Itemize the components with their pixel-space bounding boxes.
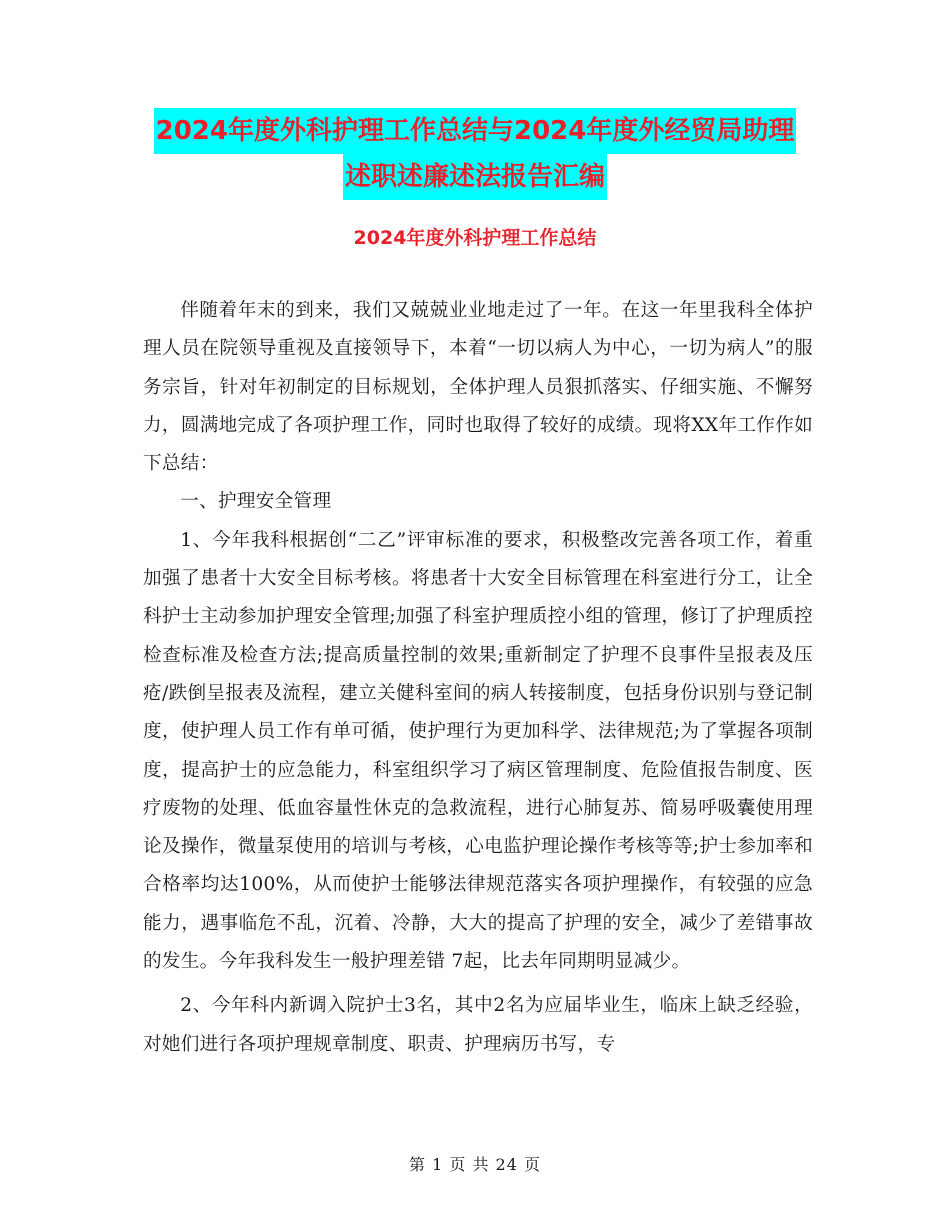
paragraph-intro: 伴随着年末的到来，我们又兢兢业业地走过了一年。在这一年里我科全体护理人员在院领导重视及直接领导下，本着“一切以病人为中心，一切为病人”的服务宗旨，针对年初制定的目标规划，全体护理人员狠抓落实、仔细实施、不懈努力，圆满地完成了各项护理工作，同时也取得了较好的成绩。现将XX年工作作如下总结： xyxy=(143,300,813,475)
document-body xyxy=(143,292,813,1064)
paragraph-item-1: 1、今年我科根据创“二乙”评审标准的要求，积极整改完善各项工作，着重加强了患者十大安全目标考核。将患者十大安全目标管理在科室进行分工，让全科护士主动参加护理安全管理;加强了科室护理质控小组的管理，修订了护理质控检查标准及检查方法;提高质量控制的效果;重新制定了护理不良事件呈报表及压疮/跌倒呈报表及流程，建立关健科室间的病人转接制度，包括身份识别与登记制度，使护理人员工作有单可循，使护理行为更加科学、法律规范;为了掌握各项制度，提高护士的应急能力，科室组织学习了病区管理制度、危险值报告制度、医疗废物的处理、低血容量性休克的急救流程，进行心肺复苏、简易呼吸囊使用理论及操作，微量泵使用的培训与考核，心电监护理论操作考核等等;护士参加率和合格率均达100%，从而使护士能够法律规范落实各项护理操作，有较强的应急能力，遇事临危不乱，沉着、冷静，大大的提高了护理的安全，减少了差错事故的发生。今年我科发生一般护理差错 7起，比去年同期明显减少。 xyxy=(143,529,813,973)
page-number-footer: 第 1 页 共 24 页 xyxy=(409,1155,541,1174)
paragraph-item-2: 2、今年科内新调入院护士3名，其中2名为应届毕业生，临床上缺乏经验，对她们进行各项护理规章制度、职责、护理病历书写，专 xyxy=(143,995,813,1055)
section-title: 2024年度外科护理工作总结 xyxy=(353,227,597,249)
paragraph-heading-safety: 一、护理安全管理 xyxy=(180,491,332,513)
document-title-line-1: 2024年度外科护理工作总结与2024年度外经贸局助理 xyxy=(154,108,797,154)
document-title-line-2: 述职述廉述法报告汇编 xyxy=(343,154,607,200)
document-title xyxy=(0,108,950,200)
